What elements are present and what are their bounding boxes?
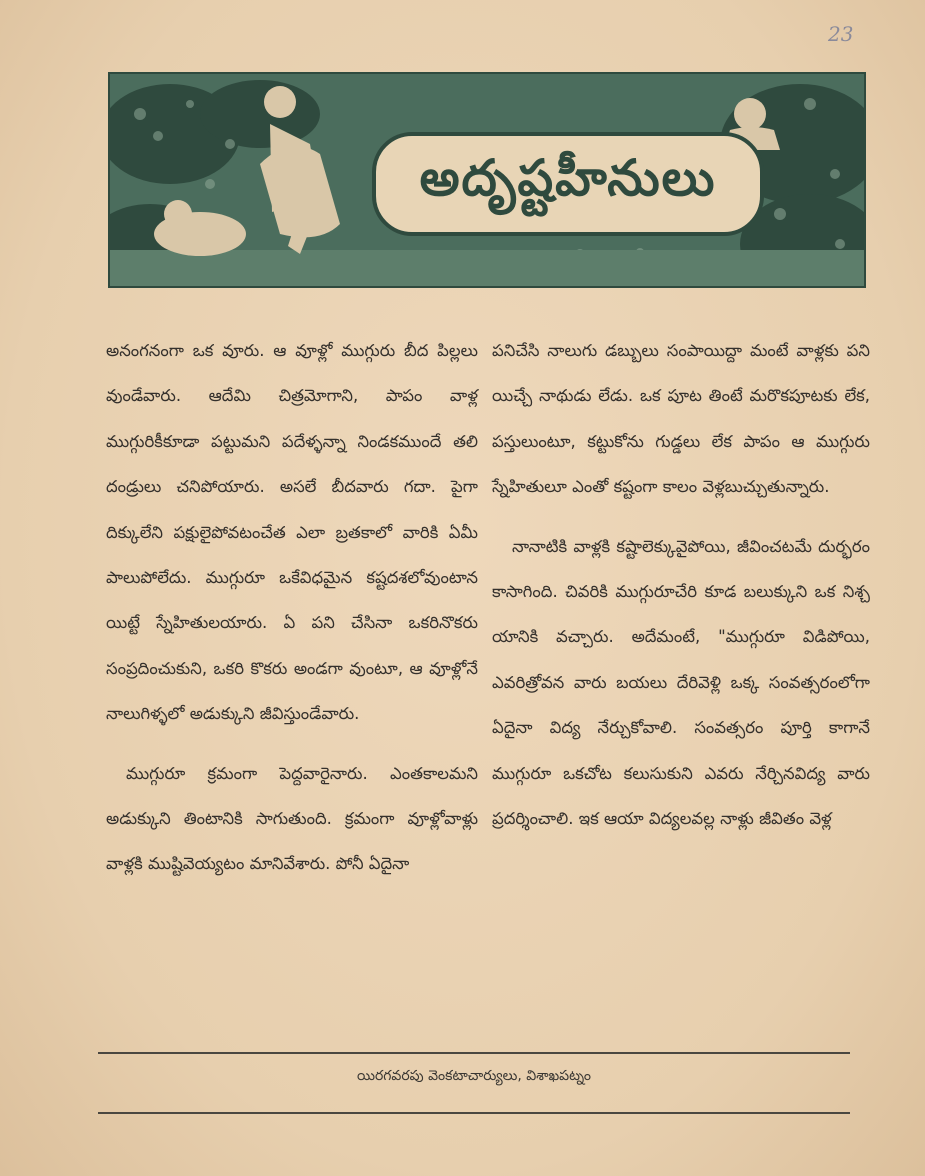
page-number: 23 xyxy=(828,22,854,46)
paragraph: ముగ్గురూ క్రమంగా పెద్దవారైనారు. ఎంతకాలమని అడుక్కుని తింటానికి సాగుతుంది. క్రమంగా వూళ్లోవాళ్లు వాళ్లకి ముష్టివెయ్యటం మానివేశారు. పోనీ ఏదైనా xyxy=(106,763,478,874)
left-column xyxy=(106,328,478,887)
footer-divider-bottom xyxy=(98,1112,850,1114)
author-credit: యిరగవరపు వెంకటాచార్యులు, విశాఖపట్నం xyxy=(356,1068,592,1084)
title-plate xyxy=(372,132,764,236)
title-banner-illustration xyxy=(108,72,866,288)
paragraph: అనంగనంగా ఒక వూరు. ఆ వూళ్లో ముగ్గురు బీద పిల్లలు వుండేవారు. ఆదేమి చిత్రమోగాని, పాపం వాళ్ల ముగ్గురికీకూడా పట్టుమని పదేళ్ళన్నా నిండకముందే తలి దండ్రులు చనిపోయారు. అసలే బీదవారు గదా. పైగా దిక్కులేని పక్షులైపోవటంచేత ఎలా బ్రతకాలో వారికి ఏమీ పాలుపోలేదు. ముగ్గురూ ఒకేవిధమైన కష్టదశలోవుంటాన యిట్టే స్నేహితులయారు. ఏ పని చేసినా ఒకరినొకరు సంప్రదించుకుని, ఒకరి కొకరు అండగా వుంటూ, ఆ వూళ్లోనే నాలుగిళ్ళలో అడుక్కుని జీవిస్తుండేవారు. xyxy=(106,341,478,724)
right-column xyxy=(492,328,870,841)
paragraph: నానాటికి వాళ్లకి కష్టాలెక్కువైపోయి, జీవించటమే దుర్భరం కాసాగింది. చివరికి ముగ్గురూచేరి కూడ బలుక్కుని ఒక నిశ్చ యానికి వచ్చారు. అదేమంటే, "ముగ్గురూ విడిపోయి, ఎవరిత్రోవన వారు బయలు దేరివెళ్లి ఒక్క సంవత్సరంలోగా ఏదైనా విద్య నేర్చుకోవాలి. సంవత్సరం పూర్తి కాగానే ముగ్గురూ ఒకచోట కలుసుకుని ఎవరు నేర్చినవిద్య వారు ప్రదర్శించాలి. ఇక ఆయా విద్యలవల్ల నాళ్లు జీవితం వెళ్ల xyxy=(492,536,870,829)
story-title: అదృష్టహీనులు xyxy=(419,148,717,207)
footer-divider-top xyxy=(98,1052,850,1054)
paragraph: పనిచేసి నాలుగు డబ్బులు సంపాయిద్దా మంటే వాళ్లకు పని యిచ్చే నాథుడు లేడు. ఒక పూట తింటే మరొకపూటకు లేక, పస్తులుంటూ, కట్టుకోను గుడ్డలు లేక పాపం ఆ ముగ్గురు స్నేహితులూ ఎంతో కష్టంగా కాలం వెళ్లబుచ్చుతున్నారు. xyxy=(492,341,870,497)
